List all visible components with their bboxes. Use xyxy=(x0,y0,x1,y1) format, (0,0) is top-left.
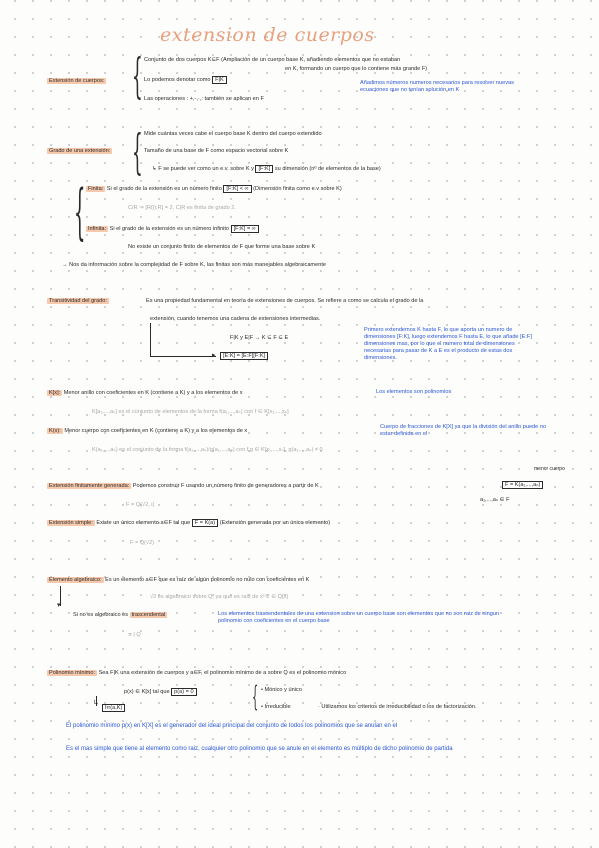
kx-text: Menor anillo con coeficientes en K (contiene a K) y a los elementos de x xyxy=(63,390,243,396)
s8-note: · Utilizamos los criterios de irreducibilidad o los de factorización. xyxy=(318,704,477,710)
section-label-text: Transitividad del grado: xyxy=(49,298,107,304)
s7-sub-text: Si no es algebraico es xyxy=(73,612,129,618)
s7-note: Los elementos trascendentales de una extension sobre un cuerpo base son elementos que no son raiz de ningun polinomio con coeficientes en el cuerpo base xyxy=(218,611,500,624)
s4-gray1: K[a₁,...,aₙ] es el conjunto de elementos de la forma f(a₁,...,aₙ) con f ∈ K[x₁,...,xₙ] xyxy=(92,409,289,415)
section-label-extension xyxy=(47,78,106,85)
s5-label: Extensión finitamente generada: xyxy=(49,483,130,489)
s7-gray2: π | Q xyxy=(128,632,141,638)
s8-line2-text: p(x) ∈ K[x] tal que xyxy=(124,689,170,695)
arrow-down-icon: ↳ xyxy=(93,700,99,707)
s1-note: Añadimos números numeros necesarios para resolver nuevas ecuaciones que no tenían solución en K xyxy=(360,80,514,93)
s3-box-wrap xyxy=(220,353,268,360)
finita-label: Finita: xyxy=(88,186,104,192)
finita-box: [F:K] < ∞ xyxy=(223,185,251,193)
connector-line xyxy=(150,323,151,357)
s8-label: Polinomio mínimo: xyxy=(49,670,96,676)
s2-line2: Tamaño de una base de F como espacio vectorial sobre K xyxy=(144,148,289,154)
s6-line xyxy=(47,520,330,527)
infinita-box: [F:K] = ∞ xyxy=(231,225,259,233)
section-label-transitividad xyxy=(47,298,109,305)
s6-text: Existe un único elemento a∈F tal que xyxy=(96,520,191,526)
s8-line2 xyxy=(124,689,197,696)
s3-note: Primero extendemos K hasta F, lo que aporta un numero de dimensiones [F:K], luego extendemos F hasta E, lo que añade [E:F] dimensiones mas, por lo que el numero total de dimensiones necesarias para pasar de K a E es el producto de estas dos dimensiones. xyxy=(364,327,532,361)
kx-label: K[x]: xyxy=(49,390,61,396)
finita-text: Si el grado de la extensión es un número finito xyxy=(106,186,222,192)
finita-example: C/R ⇒ [R(i):R] = 2, C|R es finita de grado 2. xyxy=(128,205,236,211)
finita-paren: (Dimensión finita como e.v sobre K) xyxy=(253,186,342,192)
connector-line xyxy=(150,356,216,357)
notation-box: F|K xyxy=(212,76,227,84)
s2-arrow-line: → Nos da información sobre la complejidad de F sobre K, las finitas son más manejables algebraicamente xyxy=(62,262,326,268)
page-title: extension de cuerpos xyxy=(160,24,375,46)
s2-line3-text: F se puede ver como un e.v. sobre K y xyxy=(158,166,254,172)
s7-label: Elemento algebraico: xyxy=(49,577,102,583)
s5-line xyxy=(47,483,319,490)
s8-blue1: El polinomio mínimo p(x) en K[X] es el generador del ideal principal del conjunto de todos los polinomios que se anulan en el xyxy=(66,723,398,729)
s4-note1: Los elementos son polinomios xyxy=(376,389,452,395)
s6-paren: (Extensión generada por un único elemento) xyxy=(219,520,331,526)
s8-note-text: Utilizamos los criterios de irreducibilidad o los de factorización. xyxy=(321,704,477,710)
s3-line2: extensión, cuando tenemos una cadena de extensiones intermedias. xyxy=(150,316,321,322)
s4-kx-line xyxy=(47,390,243,397)
s8-opt2: • Irreducible xyxy=(261,704,291,710)
s5-text: Podemos construir F usando un número finito de generadores a partir de K xyxy=(132,483,319,489)
infinita-sub: No existe un conjunto finito de elementos de F que forme una base sobre K xyxy=(128,244,316,250)
s7-text: Es un elemento a∈F que es raíz de algún polinomio no nulo con coeficientes en K xyxy=(105,577,310,583)
brace-icon: { xyxy=(132,48,143,104)
s1-line2 xyxy=(144,77,227,84)
trascendental-label: trascendental xyxy=(131,612,166,618)
s1-line3: Las operaciones : +,-,·,: también se aplican en F xyxy=(144,96,264,102)
arrow-right-icon: ▸ xyxy=(212,352,216,359)
s8-opt1: • Mónico y único xyxy=(261,687,302,693)
s1-line1: Conjunto de dos cuerpos K⊆F (Ampliación de un cuerpo base K, añadiendo elementos que no estaban xyxy=(144,57,401,63)
s5-gray: F = Q(√2, i) xyxy=(126,502,155,508)
s6-label: Extensión simple: xyxy=(49,520,93,526)
s4-gray2: K(a₁,...,aₙ) es el conjunto de la forma f(a₁,...,aₙ)/g(a₁,...,aₙ) con f,g ∈ K[x₁,...,xₙ], g(a₁,...,aₙ) ≠ 0 xyxy=(92,447,323,453)
s8-text: Sea F|K una extensión de cuerpos y a∈F, el polinomio mínimo de a sobre Q es el polinomio mónico xyxy=(98,670,347,676)
s1-line2-text: Lo podemos denotar como xyxy=(144,77,211,83)
s7-sub xyxy=(73,612,167,619)
s2-line3: ↳ F se puede ver como un e.v. sobre K y [F:K] su dimensión (nº de elementos de la base) xyxy=(152,166,381,172)
s1-line1b: en K, formando un cuerpo que lo contiene más grande F) xyxy=(285,66,428,72)
s2-line3-tail: su dimensión (nº de elementos de la base) xyxy=(274,166,381,172)
s4-note2: Cuerpo de fracciones de K[X] ya que la división del anillo puede no estar definida en el xyxy=(380,424,547,437)
s2-arrow-text: Nos da información sobre la complejidad de F sobre K, las finitas son más manejables algebraicamente xyxy=(69,262,326,268)
s8-opt1-text: Mónico y único xyxy=(264,687,302,693)
s4-kparen-line xyxy=(47,428,247,435)
section-label-grado xyxy=(47,148,112,155)
brace-icon: { xyxy=(74,177,86,247)
s8-opt2-text: Irreducible xyxy=(264,704,291,710)
s5-annot: menor cuerpo xyxy=(534,466,565,472)
s5-box-wrap xyxy=(502,482,543,489)
brace-icon: { xyxy=(132,124,143,180)
s8-blue2: Es el mas simple que tiene al elemento como raiz, cualquier otro polinomio que se anule en el elemento es múltiplo de dicho polinomio de partida xyxy=(66,746,453,752)
transitivity-box: [E:K] = [E:F][F:K] xyxy=(220,352,268,360)
kparen-label: K(x): xyxy=(49,428,61,434)
s6-gray: F = Q(√2) xyxy=(130,540,155,546)
root-box: p(a) = 0 xyxy=(171,688,196,696)
s8-box2-wrap xyxy=(102,705,125,712)
s8-line xyxy=(47,670,346,677)
section-label-text: Extensión de cuerpos: xyxy=(49,78,105,84)
s7-line xyxy=(47,577,309,584)
s2-infinita xyxy=(86,226,259,233)
infinita-text: Si el grado de la extensión es un número infinito xyxy=(109,226,230,232)
irr-box: Irr(a,K) xyxy=(102,704,125,712)
s3-line3: F|K y E|F → K ⊆ F ⊆ E xyxy=(230,335,289,341)
simple-box: F = K(a) xyxy=(192,519,218,527)
s2-line1: Mide cuántas veces cabe el cuerpo base K dentro del cuerpo extendido xyxy=(144,131,322,137)
infinita-label: Infinita: xyxy=(88,226,107,232)
s7-gray: √2 es algebraico sobre Q, ya que es raíz de x²-2 ∈ Q[x] xyxy=(150,594,288,600)
fg-box: F = K(a₁,...,aₙ) xyxy=(502,481,543,489)
section-label-text: Grado de una extensión: xyxy=(49,148,111,154)
arrow-down-icon: ▾ xyxy=(57,602,61,609)
degree-box: [F:K] xyxy=(255,165,273,173)
kparen-text: Menor cuerpo con coeficientes en K (contiene a K) y a los elementos de x xyxy=(64,428,248,434)
s2-finita xyxy=(86,186,342,193)
s5-under: a₁,...,aₙ ∈ F xyxy=(480,497,510,503)
s3-line1: Es una propiedad fundamental en teoría de extensiones de cuerpos. Se refiere a como se calcula el grado de la xyxy=(146,298,424,304)
brace-icon: { xyxy=(252,680,259,713)
